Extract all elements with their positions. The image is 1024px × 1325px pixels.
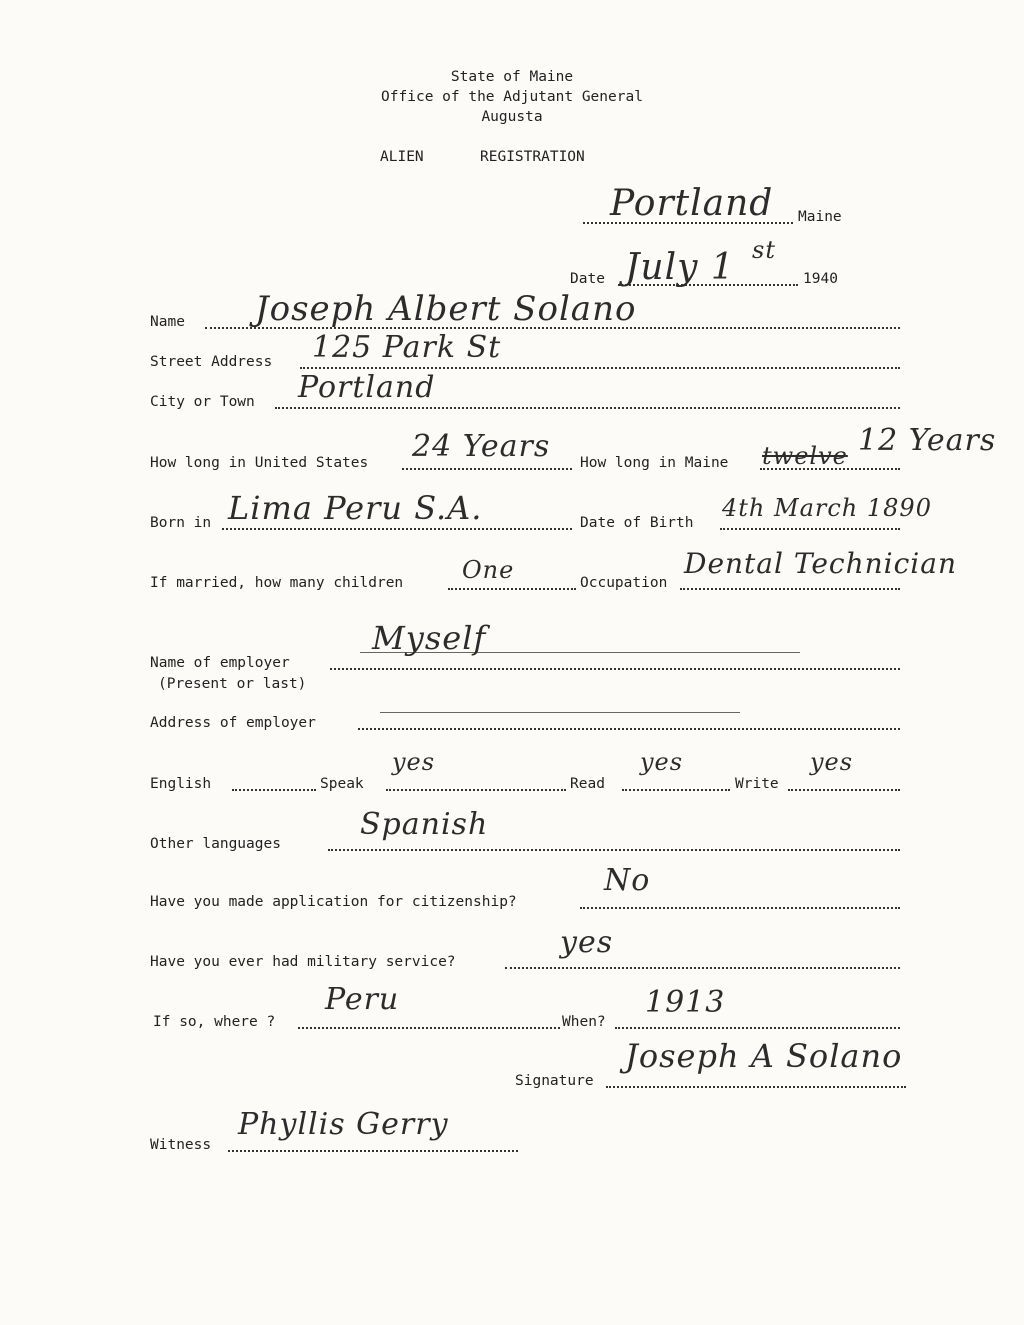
speak-label: Speak bbox=[320, 776, 364, 792]
service-when-label: When? bbox=[562, 1014, 606, 1030]
us-duration-value: 24 Years bbox=[412, 429, 551, 464]
signature-value: Joseph A Solano bbox=[625, 1037, 903, 1075]
citizenship-dots bbox=[580, 907, 900, 909]
other-languages-label: Other languages bbox=[150, 836, 281, 852]
born-dots bbox=[222, 528, 572, 530]
date-suffix: st bbox=[752, 236, 776, 264]
employer-address-dash-line bbox=[380, 712, 740, 713]
witness-label: Witness bbox=[150, 1137, 212, 1153]
citizenship-value: No bbox=[604, 863, 651, 898]
street-label: Street Address bbox=[150, 354, 273, 370]
children-value: One bbox=[462, 556, 515, 584]
header-state: State of Maine bbox=[450, 69, 574, 85]
signature-dots bbox=[606, 1086, 906, 1088]
occupation-label: Occupation bbox=[580, 575, 668, 591]
read-value: yes bbox=[640, 748, 684, 776]
service-where-label: If so, where ? bbox=[153, 1014, 276, 1030]
employer-address-label: Address of employer bbox=[150, 715, 316, 731]
signature-label: Signature bbox=[515, 1073, 594, 1089]
read-label: Read bbox=[570, 776, 605, 792]
children-label: If married, how many children bbox=[150, 575, 404, 591]
dob-dots bbox=[720, 528, 900, 530]
other-languages-dots bbox=[328, 849, 900, 851]
witness-value: Phyllis Gerry bbox=[238, 1107, 449, 1142]
name-value: Joseph Albert Solano bbox=[255, 289, 637, 329]
occupation-value: Dental Technician bbox=[684, 547, 957, 580]
date-year: 1940 bbox=[803, 271, 838, 287]
us-duration-dots bbox=[402, 468, 572, 470]
service-when-value: 1913 bbox=[645, 985, 726, 1020]
form-title-alien: ALIEN bbox=[380, 149, 424, 165]
speak-value: yes bbox=[392, 748, 436, 776]
dob-value: 4th March 1890 bbox=[722, 494, 932, 522]
witness-dots bbox=[228, 1150, 518, 1152]
maine-duration-label: How long in Maine bbox=[580, 455, 729, 471]
employer-sublabel: (Present or last) bbox=[158, 676, 307, 692]
header-office: Office of the Adjutant General bbox=[381, 89, 643, 105]
street-value: 125 Park St bbox=[312, 330, 502, 365]
service-where-dots bbox=[298, 1027, 560, 1029]
employer-label: Name of employer bbox=[150, 655, 290, 671]
place-city-value: Portland bbox=[610, 183, 774, 224]
children-dots bbox=[448, 588, 576, 590]
employer-value: Myself bbox=[372, 619, 487, 657]
place-state-label: Maine bbox=[798, 209, 842, 225]
write-value: yes bbox=[810, 748, 854, 776]
dob-label: Date of Birth bbox=[580, 515, 694, 531]
other-languages-value: Spanish bbox=[360, 807, 489, 842]
city-value: Portland bbox=[298, 370, 436, 405]
maine-duration-struck: twelve bbox=[762, 442, 848, 470]
occupation-dots bbox=[680, 588, 900, 590]
employer-address-dots bbox=[358, 728, 900, 730]
date-label: Date bbox=[570, 271, 605, 287]
born-label: Born in bbox=[150, 515, 212, 531]
city-dots bbox=[275, 407, 900, 409]
write-dots bbox=[788, 789, 900, 791]
street-dots bbox=[300, 367, 900, 369]
us-duration-label: How long in United States bbox=[150, 455, 369, 471]
english-label: English bbox=[150, 776, 212, 792]
citizenship-label: Have you made application for citizenship? bbox=[150, 894, 517, 910]
military-dots bbox=[505, 967, 900, 969]
english-dots bbox=[232, 789, 316, 791]
employer-dots bbox=[330, 668, 900, 670]
name-label: Name bbox=[150, 314, 185, 330]
form-title-registration: REGISTRATION bbox=[480, 149, 585, 165]
service-where-value: Peru bbox=[325, 982, 400, 1017]
born-value: Lima Peru S.A. bbox=[228, 489, 483, 527]
write-label: Write bbox=[735, 776, 779, 792]
read-dots bbox=[622, 789, 730, 791]
service-when-dots bbox=[615, 1027, 900, 1029]
speak-dots bbox=[386, 789, 566, 791]
header-city: Augusta bbox=[481, 109, 543, 125]
city-label: City or Town bbox=[150, 394, 255, 410]
military-value: yes bbox=[560, 925, 614, 960]
date-value: July 1 bbox=[625, 247, 735, 288]
military-label: Have you ever had military service? bbox=[150, 954, 456, 970]
maine-duration-value: 12 Years bbox=[858, 423, 997, 458]
